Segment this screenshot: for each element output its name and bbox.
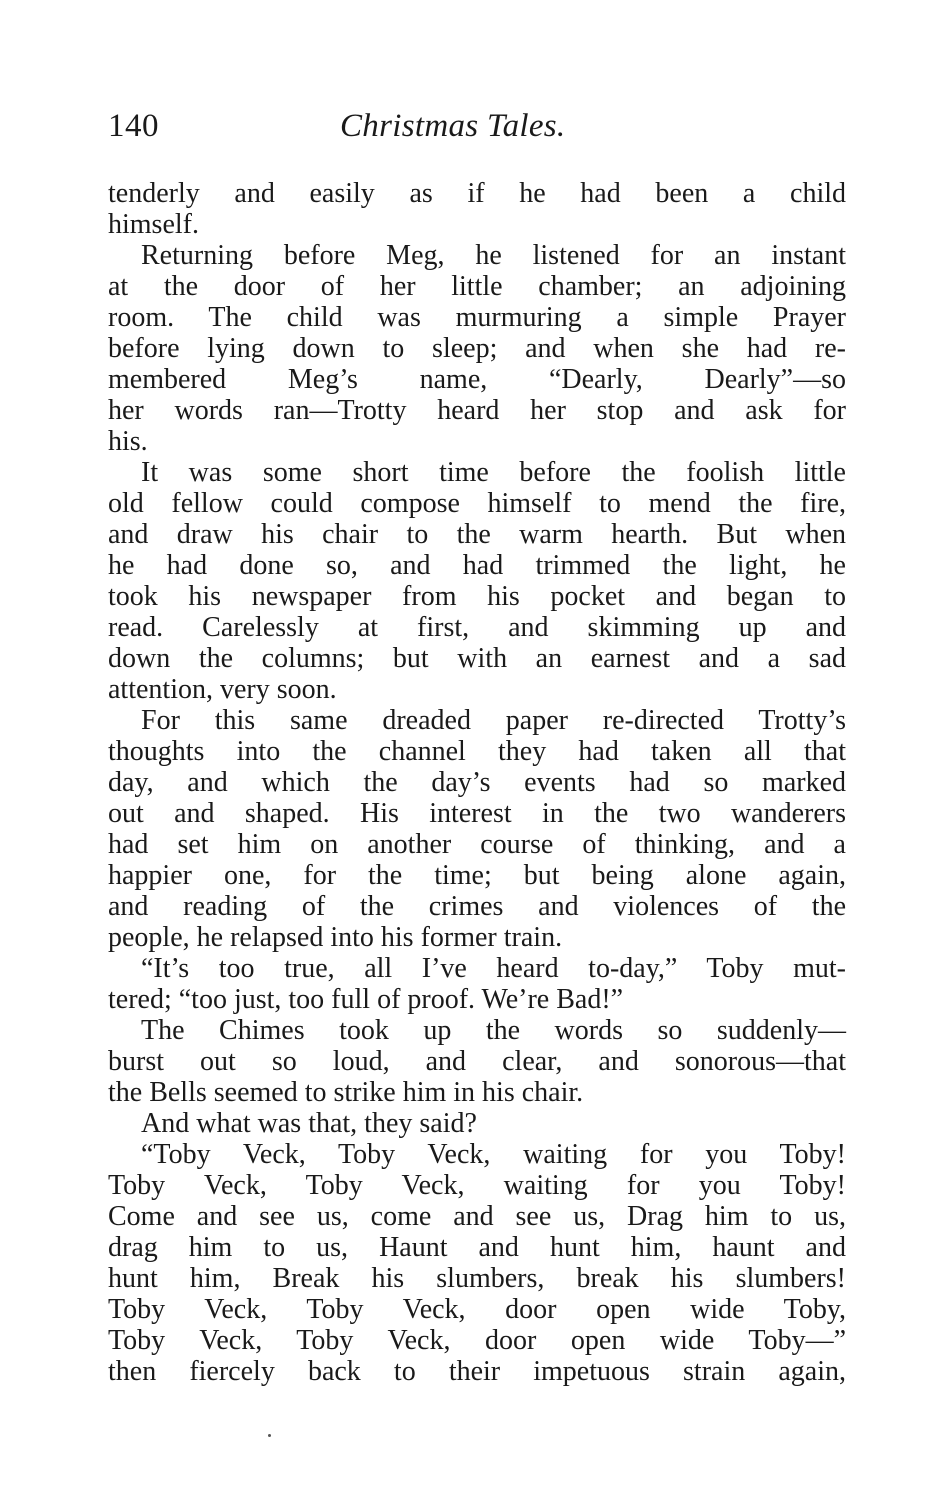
text-line: old fellow could compose himself to mend the fire, [108,488,846,519]
text-line: his. [108,426,148,457]
text-line: room. The child was murmuring a simple Prayer [108,302,846,333]
text-line: drag him to us, Haunt and hunt him, haunt and [108,1232,846,1263]
text-line: thoughts into the channel they had taken all that [108,736,846,767]
running-title: Christmas Tales. [340,108,566,144]
text-line: tered; “too just, too full of proof. We’re Bad!” [108,984,624,1015]
text-line: at the door of her little chamber; an adjoining [108,271,846,302]
text-line: he had done so, and had trimmed the light, he [108,550,846,581]
text-line: day, and which the day’s events had so marked [108,767,846,798]
text-line: people, he relapsed into his former train. [108,922,563,953]
text-line: It was some short time before the foolish little [141,457,846,488]
text-line: attention, very soon. [108,674,337,705]
text-line: before lying down to sleep; and when she had re- [108,333,846,364]
text-line: himself. [108,209,199,240]
text-line: Returning before Meg, he listened for an instant [141,240,846,271]
text-line: and draw his chair to the warm hearth. But when [108,519,846,550]
text-line: membered Meg’s name, “Dearly, Dearly”—so [108,364,846,395]
text-line: the Bells seemed to strike him in his chair. [108,1077,584,1108]
text-line: out and shaped. His interest in the two wanderers [108,798,846,829]
text-line: Toby Veck, Toby Veck, door open wide Toby—” [108,1325,846,1356]
body-text [108,178,846,1387]
text-line: happier one, for the time; but being alone again, [108,860,846,891]
text-line: Toby Veck, Toby Veck, waiting for you Toby! [108,1170,846,1201]
text-line: tenderly and easily as if he had been a child [108,178,846,209]
text-line: her words ran—Trotty heard her stop and ask for [108,395,846,426]
text-line: “It’s too true, all I’ve heard to-day,” Toby mut- [141,953,846,984]
text-line: Come and see us, come and see us, Drag him to us, [108,1201,846,1232]
text-line: had set him on another course of thinking, and a [108,829,846,860]
page-header [108,108,848,152]
text-line: hunt him, Break his slumbers, break his slumbers! [108,1263,846,1294]
page-number: 140 [108,108,159,144]
text-line: Toby Veck, Toby Veck, door open wide Toby, [108,1294,846,1325]
text-line: For this same dreaded paper re-directed Trotty’s [141,705,846,736]
text-line: The Chimes took up the words so suddenly— [141,1015,846,1046]
text-line: then fiercely back to their impetuous strain again, [108,1356,846,1387]
text-line: And what was that, they said? [141,1108,477,1139]
text-line: down the columns; but with an earnest and a sad [108,643,846,674]
text-line: burst out so loud, and clear, and sonorous—that [108,1046,846,1077]
text-line: took his newspaper from his pocket and began to [108,581,846,612]
ink-speck [268,1434,271,1437]
text-line: and reading of the crimes and violences of the [108,891,846,922]
text-line: “Toby Veck, Toby Veck, waiting for you Toby! [141,1139,846,1170]
text-line: read. Carelessly at first, and skimming up and [108,612,846,643]
